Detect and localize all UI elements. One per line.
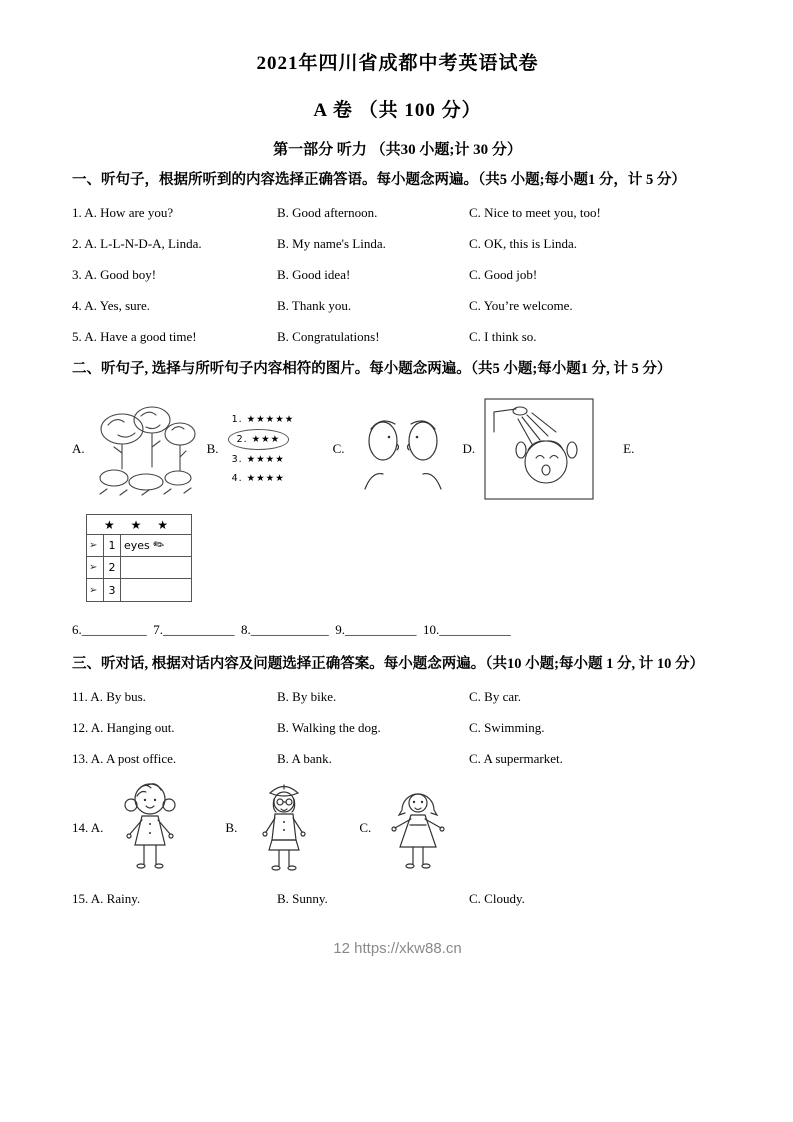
q14-option-a-label: 14. A. — [72, 819, 104, 835]
q4-option-c: C. You’re welcome. — [469, 298, 573, 313]
pencil-icon: ✎ — [150, 536, 169, 555]
footer-url-link[interactable]: https://xkw88.cn — [354, 940, 462, 957]
exam-title: 2021年四川省成都中考英语试卷 — [256, 53, 539, 74]
q3-option-c: C. Good job! — [469, 267, 538, 282]
question-row-11 — [72, 681, 723, 712]
question-row-13 — [72, 743, 723, 774]
arrow-icon: ➢ — [89, 562, 98, 573]
question-row-15 — [72, 883, 723, 914]
question-row-12 — [72, 712, 723, 743]
arrow-icon: ➢ — [89, 584, 98, 596]
picture-label-d: D. — [462, 441, 476, 456]
question-row-4 — [72, 290, 723, 321]
question-row-3 — [72, 259, 723, 290]
checklist-text-3 — [121, 579, 191, 601]
star-rating-list-image — [228, 408, 324, 490]
q5-option-b: B. Congratulations! — [277, 329, 380, 344]
girl-bob-dress-image — [385, 780, 451, 875]
section2-heading: 二、听句子, 选择与所听句子内容相符的图片。每小题念两遍。（共5 小题;每小题1 分, 计 5 分） — [72, 361, 672, 377]
checklist-num-3: 3 — [103, 579, 121, 601]
question-row-14 — [72, 780, 723, 875]
q12-option-a: 12. A. Hanging out. — [72, 720, 175, 735]
page-number: 12 — [333, 940, 350, 957]
q14-option-c-label: C. — [359, 819, 372, 835]
checklist-row-2 — [87, 557, 191, 579]
q1-option-c: C. Nice to meet you, too! — [469, 205, 601, 220]
q12-option-b: B. Walking the dog. — [277, 720, 381, 735]
q4-option-a: 4. A. Yes, sure. — [72, 298, 151, 313]
q14-option-b-label: B. — [225, 819, 238, 835]
q13-option-b: B. A bank. — [277, 751, 332, 766]
q11-option-a: 11. A. By bus. — [72, 689, 146, 704]
q13-option-c: C. A supermarket. — [469, 751, 563, 766]
park-trees-image — [94, 399, 198, 499]
picture-label-b: B. — [206, 441, 219, 456]
q5-option-a: 5. A. Have a good time! — [72, 329, 197, 344]
q11-option-b: B. By bike. — [277, 689, 337, 704]
q15-option-b: B. Sunny. — [277, 891, 328, 906]
shower-person-image — [484, 398, 594, 500]
answer-blanks-6-10: 6.__________ 7.___________ 8.____________ 9.___________ 10.___________ — [72, 622, 511, 637]
question-row-1 — [72, 197, 723, 228]
checklist-num-2: 2 — [103, 557, 121, 578]
q4-option-b: B. Thank you. — [277, 298, 352, 313]
section1-heading: 一、听句子，根据所听到的内容选择正确答语。每小题念两遍。（共5 小题;每小题1 分，计 5 分） — [72, 172, 686, 188]
picture-label-a: A. — [72, 441, 85, 456]
q3-option-a: 3. A. Good boy! — [72, 267, 157, 282]
q15-option-c: C. Cloudy. — [469, 891, 525, 906]
part1-heading: 第一部分 听力 （共30 小题;计 30 分） — [273, 142, 522, 158]
star-row-1: 1. ★★★★★ — [231, 414, 295, 425]
girl-pigtails-image — [117, 780, 183, 875]
q1-option-b: B. Good afternoon. — [277, 205, 378, 220]
q2-option-c: C. OK, this is Linda. — [469, 236, 577, 251]
q11-option-c: C. By car. — [469, 689, 521, 704]
q13-option-a: 13. A. A post office. — [72, 751, 177, 766]
section3-heading: 三、听对话, 根据对话内容及问题选择正确答案。每小题念两遍。（共10 小题;每小题 1 分, 计 10 分） — [72, 656, 704, 672]
checklist-table-image — [86, 514, 192, 602]
exam-subtitle: A 卷 （共 100 分） — [313, 100, 482, 121]
q12-option-c: C. Swimming. — [469, 720, 545, 735]
checklist-text-1: eyes — [124, 539, 150, 552]
star-row-2: 2. ★★★ — [228, 429, 290, 450]
q1-option-a: 1. A. How are you? — [72, 205, 174, 220]
girl-beret-glasses-image — [251, 780, 317, 875]
q2-option-b: B. My name's Linda. — [277, 236, 386, 251]
checklist-row-3 — [87, 579, 191, 601]
picture-label-c: C. — [332, 441, 345, 456]
picture-label-e: E. — [623, 441, 635, 456]
arrow-icon: ➢ — [89, 540, 98, 551]
picture-options-row — [72, 398, 723, 500]
q5-option-c: C. I think so. — [469, 329, 537, 344]
checklist-text-2 — [121, 557, 191, 578]
q2-option-a: 2. A. L-L-N-D-A, Linda. — [72, 236, 202, 251]
q3-option-b: B. Good idea! — [277, 267, 351, 282]
question-row-2 — [72, 228, 723, 259]
checklist-row-1 — [87, 535, 191, 557]
checklist-stars: ★ ★ ★ — [87, 515, 191, 535]
question-row-5 — [72, 321, 723, 352]
star-row-4: 4. ★★★★ — [231, 473, 285, 484]
two-people-facing-image — [353, 405, 453, 493]
star-row-3: 3. ★★★★ — [231, 454, 285, 465]
q15-option-a: 15. A. Rainy. — [72, 891, 141, 906]
page-footer — [72, 940, 723, 957]
checklist-num-1: 1 — [103, 535, 121, 556]
